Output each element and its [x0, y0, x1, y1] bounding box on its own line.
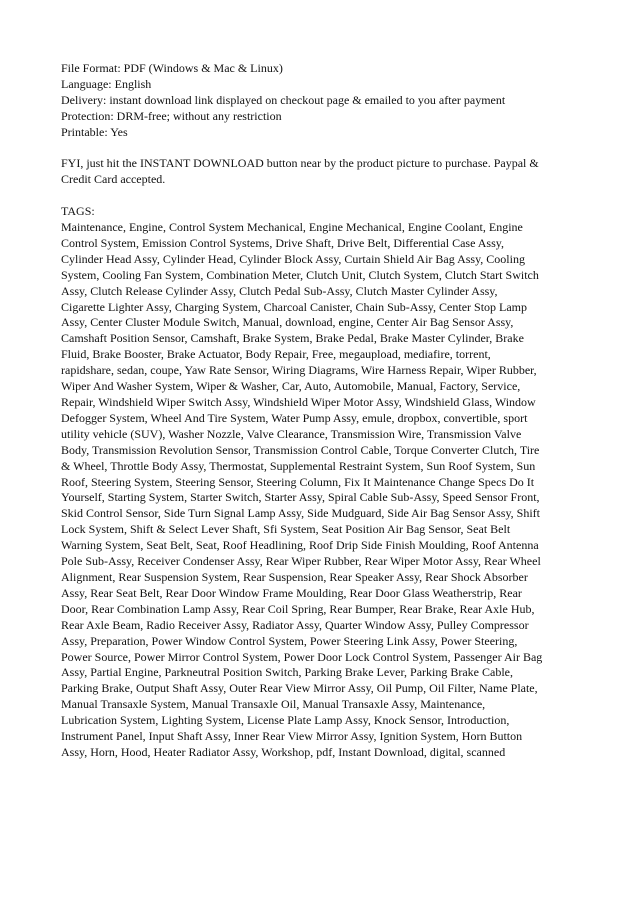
info-block — [61, 61, 578, 141]
tags-line: Maintenance, Engine, Control System Mechanical, Engine Mechanical, Engine Coolant, Engine — [61, 220, 523, 235]
tags-line: Defogger System, Wheel And Tire System, Water Pump Assy, emule, dropbox, convertible, sport — [61, 410, 528, 425]
tags-line: Parking Brake, Output Shaft Assy, Outer Rear View Mirror Assy, Oil Pump, Oil Filter, Name Plate, — [61, 681, 538, 696]
tags-line: Roof, Steering System, Steering Sensor, Steering Column, Fix It Maintenance Change Specs Do It — [61, 474, 535, 489]
tags-line: Fluid, Brake Booster, Brake Actuator, Body Repair, Free, megaupload, mediafire, torrent, — [61, 347, 491, 362]
tags-line: Yourself, Starting System, Starter Switch, Starter Assy, Spiral Cable Sub-Assy, Speed Sensor Front, — [61, 490, 540, 505]
tags-line: Manual Transaxle System, Manual Transaxle Oil, Manual Transaxle Assy, Maintenance, — [61, 697, 486, 712]
tags-line: Cigarette Lighter Assy, Charging System, Charcoal Canister, Chain Sub-Assy, Center Stop Lamp — [61, 299, 528, 314]
delivery-line: Delivery: instant download link displayed on checkout page & emailed to you after payment — [61, 92, 506, 107]
tags-line: Alignment, Rear Suspension System, Rear Suspension, Rear Speaker Assy, Rear Shock Absorber — [61, 569, 528, 584]
fyi-line-1: FYI, just hit the INSTANT DOWNLOAD button near by the product picture to purchase. Paypal & — [61, 156, 539, 171]
tags-line: Wiper And Washer System, Wiper & Washer, Car, Auto, Automobile, Manual, Factory, Service, — [61, 379, 521, 394]
tags-line: Lubrication System, Lighting System, License Plate Lamp Assy, Knock Sensor, Introduction, — [61, 713, 510, 728]
tags-section — [61, 204, 578, 761]
tags-line: Repair, Windshield Wiper Switch Assy, Windshield Wiper Motor Assy, Windshield Glass, Window — [61, 395, 536, 409]
tags-line: System, Cooling Fan System, Combination Meter, Clutch Unit, Clutch System, Clutch Start Switch — [61, 267, 539, 282]
tags-line: Control System, Emission Control Systems, Drive Shaft, Drive Belt, Differential Case Assy, — [61, 235, 504, 250]
file-format-line: File Format: PDF (Windows & Mac & Linux) — [61, 61, 283, 75]
tags-line: Assy, Preparation, Power Window Control System, Power Steering Link Assy, Power Steering, — [61, 633, 518, 648]
tags-line: Assy, Rear Seat Belt, Rear Door Window Frame Moulding, Rear Door Glass Weatherstrip, Rear — [61, 585, 522, 600]
document-content — [61, 61, 578, 761]
spacer — [61, 141, 578, 157]
tags-line: Body, Transmission Revolution Sensor, Transmission Control Cable, Torque Converter Clutch, Tire — [61, 442, 540, 457]
tags-line: Instrument Panel, Input Shaft Assy, Inner Rear View Mirror Assy, Ignition System, Horn Button — [61, 729, 523, 744]
tags-line: rapidshare, sedan, coupe, Yaw Rate Sensor, Wiring Diagrams, Wire Harness Repair, Wiper Rubber, — [61, 363, 537, 378]
tags-line: utility vehicle (SUV), Washer Nozzle, Valve Clearance, Transmission Wire, Transmission Valve — [61, 426, 522, 441]
tags-line: & Wheel, Throttle Body Assy, Thermostat, Supplemental Restraint System, Sun Roof System, Sun — [61, 458, 536, 473]
protection-line: Protection: DRM-free; without any restriction — [61, 108, 282, 123]
fyi-line-2: Credit Card accepted. — [61, 172, 166, 187]
language-line: Language: English — [61, 76, 152, 91]
tags-line: Power Source, Power Mirror Control System, Power Door Lock Control System, Passenger Air Bag — [61, 649, 543, 664]
spacer — [61, 188, 578, 204]
tags-line: Skid Control Sensor, Side Turn Signal Lamp Assy, Side Mudguard, Side Air Bag Sensor Assy, Shift — [61, 506, 540, 521]
tags-line: Pole Sub-Assy, Receiver Condenser Assy, Rear Wiper Rubber, Rear Wiper Motor Assy, Rear Wheel — [61, 554, 541, 569]
tags-line: Lock System, Shift & Select Lever Shaft, Sfi System, Seat Position Air Bag Sensor, Seat Belt — [61, 522, 511, 537]
printable-line: Printable: Yes — [61, 124, 128, 139]
tags-line: Rear Axle Beam, Radio Receiver Assy, Radiator Assy, Quarter Window Assy, Pulley Compressor — [61, 617, 529, 632]
tags-line: Assy, Horn, Hood, Heater Radiator Assy, Workshop, pdf, Instant Download, digital, scanned — [61, 744, 506, 759]
tags-line: Cylinder Head Assy, Cylinder Head, Cylinder Block Assy, Curtain Shield Air Bag Assy, Cooling — [61, 251, 525, 266]
tags-heading: TAGS: — [61, 204, 95, 219]
tags-line: Door, Rear Combination Lamp Assy, Rear Coil Spring, Rear Bumper, Rear Brake, Rear Axle Hub, — [61, 601, 535, 616]
tags-line: Warning System, Seat Belt, Seat, Roof Headlining, Roof Drip Side Finish Moulding, Roof Antenna — [61, 538, 539, 553]
fyi-paragraph — [61, 156, 578, 188]
tags-line: Assy, Clutch Release Cylinder Assy, Clutch Pedal Sub-Assy, Clutch Master Cylinder Assy, — [61, 283, 498, 298]
tags-line: Camshaft Position Sensor, Camshaft, Brake System, Brake Pedal, Brake Master Cylinder, Brake — [61, 331, 524, 346]
tags-line: Assy, Partial Engine, Parkneutral Position Switch, Parking Brake Lever, Parking Brake Cable, — [61, 665, 513, 680]
tags-line: Assy, Center Cluster Module Switch, Manual, download, engine, Center Air Bag Sensor Assy, — [61, 315, 514, 330]
